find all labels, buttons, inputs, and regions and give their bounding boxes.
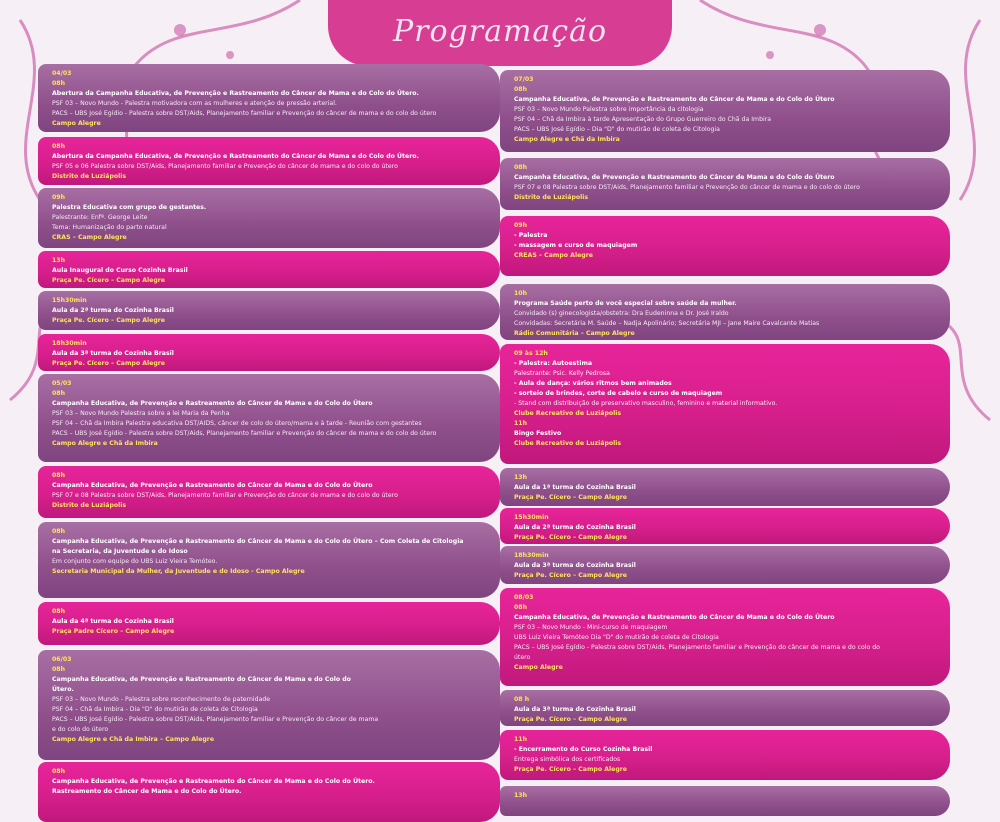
event-location: Rádio Comunitária – Campo Alegre xyxy=(514,330,635,337)
event-detail: UBS Luiz Vieira Temóteo Dia "D" do mutirão de coleta de Citologia xyxy=(514,634,719,641)
event-time: 08h xyxy=(514,86,528,93)
event-heading: Aula da 3ª turma do Cozinha Brasil xyxy=(514,706,636,713)
event-heading: Campanha Educativa, de Prevenção e Rastreamento do Câncer de Mama e do Colo do Útero – Com Coleta de Citologia xyxy=(52,538,464,545)
event-time: 11h xyxy=(514,420,528,427)
event-detail: Palestrante: Psic. Kelly Pedrosa xyxy=(514,370,610,377)
event-detail: PSF 07 e 08 Palestra sobre DST/Aids, Planejamento familiar e Prevenção do câncer de mama e do colo do útero xyxy=(52,492,398,499)
event-heading: Campanha Educativa, de Prevenção e Rastreamento do Câncer de Mama e do Colo do Útero. xyxy=(52,778,375,785)
event-location: Distrito de Luziápolis xyxy=(52,173,127,180)
event-time: 08h xyxy=(514,164,528,171)
event-location: Secretaria Municipal da Mulher, da Juventude e do Idoso - Campo Alegre xyxy=(52,568,305,575)
event-detail: PACS – UBS José Egídio - Palestra sobre DST/Aids, Planejamento familiar e Prevenção do câncer de mama xyxy=(52,716,379,723)
event-detail: PACS – UBS José Egídio - Palestra sobre DST/Aids, Planejamento familiar e Prevenção do câncer de mama e do colo do útero xyxy=(52,110,437,117)
event-heading: Campanha Educativa, de Prevenção e Rastreamento do Câncer de Mama e do Colo do Útero xyxy=(52,400,373,407)
event-time: 15h30min xyxy=(52,297,87,304)
event-card-left-7 xyxy=(38,374,500,462)
event-heading: Rastreamento do Câncer de Mama e do Colo do Útero. xyxy=(52,788,242,795)
event-location: Praça Pe. Cícero – Campo Alegre xyxy=(52,317,166,324)
event-time: 08h xyxy=(52,666,66,673)
event-time: 04/03 xyxy=(52,70,72,77)
event-heading: Palestra Educativa com grupo de gestantes. xyxy=(52,204,207,211)
event-heading: Bingo Festivo xyxy=(514,430,562,437)
event-card-right-8 xyxy=(500,546,950,584)
event-location: Praça Padre Cícero – Campo Alegre xyxy=(52,628,175,635)
event-detail: Em conjunto com equipe do UBS Luiz Vieira Temóteo. xyxy=(52,558,218,565)
event-location: Praça Pe. Cícero – Campo Alegre xyxy=(514,572,628,579)
event-location: Praça Pe. Cícero – Campo Alegre xyxy=(514,494,628,501)
event-heading: Aula da 3ª turma do Cozinha Brasil xyxy=(514,562,636,569)
event-time: 09 às 12h xyxy=(514,350,548,357)
event-detail: PSF 07 e 08 Palestra sobre DST/Aids, Planejamento familiar e Prevenção do câncer de mama e do colo do útero xyxy=(514,184,860,191)
event-card-left-9 xyxy=(38,522,500,598)
event-time: 08/03 xyxy=(514,594,534,601)
event-card-left-8 xyxy=(38,466,500,518)
event-location: Praça Pe. Cícero – Campo Alegre xyxy=(52,360,166,367)
event-heading: - Aula de dança: vários ritmos bem animados xyxy=(514,380,672,387)
event-time: 08h xyxy=(52,143,66,150)
event-heading: na Secretaria, da Juventude e do Idoso xyxy=(52,548,188,555)
event-time: 08h xyxy=(52,608,66,615)
event-card-right-7 xyxy=(500,508,950,544)
event-card-left-10 xyxy=(38,602,500,645)
event-detail: útero xyxy=(514,654,531,661)
event-detail: PSF 03 – Novo Mundo Palestra sobre importância da citologia xyxy=(514,106,704,113)
event-heading: Campanha Educativa, de Prevenção e Rastreamento do Câncer de Mama e do Colo do Útero xyxy=(52,482,373,489)
event-heading: Campanha Educativa, de Prevenção e Rastreamento do Câncer de Mama e do Colo do Útero xyxy=(514,96,835,103)
event-detail: Entrega simbólica dos certificados xyxy=(514,756,621,763)
event-location: Campo Alegre e Chã da Imbira – Campo Alegre xyxy=(52,736,215,743)
event-heading: Útero. xyxy=(52,686,74,693)
event-heading: Aula da 2ª turma do Cozinha Brasil xyxy=(514,524,636,531)
event-time: 08h xyxy=(52,390,66,397)
event-heading: - massagem e curso de maquiagem xyxy=(514,242,638,249)
event-card-right-12 xyxy=(500,786,950,816)
event-card-left-6 xyxy=(38,334,500,371)
event-time: 18h30min xyxy=(514,552,549,559)
event-detail: - Stand com distribuição de preservativo masculino, feminino e material informativo. xyxy=(514,400,778,407)
event-location: Praça Pe. Cícero – Campo Alegre xyxy=(514,766,628,773)
event-location: CREAS – Campo Alegre xyxy=(514,252,593,259)
event-heading: Campanha Educativa, de Prevenção e Rastreamento do Câncer de Mama e do Colo do Útero xyxy=(514,174,835,181)
event-detail: PSF 03 – Novo Mundo Palestra sobre a lei Maria da Penha xyxy=(52,410,230,417)
event-detail: PSF 03 – Novo Mundo - Palestra motivadora com as mulheres e atenção de pressão arterial. xyxy=(52,100,337,107)
event-location: Campo Alegre xyxy=(52,120,101,127)
event-time: 11h xyxy=(514,736,528,743)
event-detail: PSF 05 e 06 Palestra sobre DST/Aids, Planejamento familiar e Prevenção do câncer de mama e do colo do útero xyxy=(52,163,398,170)
event-detail: PACS – UBS José Egídio – Dia "D" do mutirão de coleta de Citologia xyxy=(514,126,720,133)
event-heading: Aula da 4ª turma do Cozinha Brasil xyxy=(52,618,174,625)
event-detail: Tema: Humanização do parto natural xyxy=(52,224,167,231)
event-detail: PACS – UBS José Egídio - Palestra sobre DST/Aids, Planejamento familiar e Prevenção do câncer de mama e do colo do útero xyxy=(52,430,437,437)
event-detail: PSF 03 – Novo Mundo - Mini-curso de maquiagem xyxy=(514,624,668,631)
event-card-left-3 xyxy=(38,188,500,248)
event-card-right-9 xyxy=(500,588,950,686)
event-heading: Aula da 1ª turma do Cozinha Brasil xyxy=(514,484,636,491)
event-card-right-10 xyxy=(500,690,950,726)
event-time: 06/03 xyxy=(52,656,72,663)
event-card-right-2 xyxy=(500,158,950,210)
event-time: 13h xyxy=(514,792,528,799)
event-detail: e do colo do útero xyxy=(52,726,109,733)
event-location: CRAS – Campo Alegre xyxy=(52,234,127,241)
event-time: 08h xyxy=(52,472,66,479)
event-detail: PSF 04 – Chã da Imbira à tarde Apresentação do Grupo Guerreiro do Chã da Imbira xyxy=(514,116,772,123)
event-time: 08h xyxy=(514,604,528,611)
event-time: 09h xyxy=(514,222,528,229)
event-time: 08h xyxy=(52,80,66,87)
event-detail: Convidado (s) ginecologista/obstetra: Dra Eudeninna e Dr. José Iraldo xyxy=(514,310,729,317)
event-heading: Campanha Educativa, de Prevenção e Rastreamento do Câncer de Mama e do Colo do xyxy=(52,676,351,683)
event-card-right-11 xyxy=(500,730,950,780)
event-time: 13h xyxy=(52,257,66,264)
event-time: 08h xyxy=(52,528,66,535)
event-location: Campo Alegre e Chã da Imbira xyxy=(514,136,620,143)
event-card-left-2 xyxy=(38,137,500,185)
event-card-left-4 xyxy=(38,251,500,288)
event-detail: PSF 03 – Novo Mundo - Palestra sobre reconhecimento de paternidade xyxy=(52,696,271,703)
event-time: 10h xyxy=(514,290,528,297)
event-card-right-6 xyxy=(500,468,950,506)
event-heading: Campanha Educativa, de Prevenção e Rastreamento do Câncer de Mama e do Colo do Útero xyxy=(514,614,835,621)
event-time: 08 h xyxy=(514,696,530,703)
event-heading: Programa Saúde perto de você especial sobre saúde da mulher. xyxy=(514,300,737,307)
event-card-left-1 xyxy=(38,64,500,132)
event-location: Clube Recreativo de Luziápolis xyxy=(514,440,622,447)
page-title: Programação xyxy=(392,14,608,49)
event-location: Praça Pe. Cícero – Campo Alegre xyxy=(52,277,166,284)
event-heading: Aula da 3ª turma do Cozinha Brasil xyxy=(52,350,174,357)
event-heading: - Palestra xyxy=(514,232,548,239)
event-time: 09h xyxy=(52,194,66,201)
event-card-left-12 xyxy=(38,762,500,822)
event-location: Distrito de Luziápolis xyxy=(514,194,589,201)
event-location: Distrito de Luziápolis xyxy=(52,502,127,509)
event-detail: Convidadas: Secretária M. Saúde – Nadja Apolinário; Secretária MJI – Jane Maire Cavalcante Matias xyxy=(514,320,820,327)
event-heading: - Palestra: Autoestima xyxy=(514,360,593,367)
event-heading: Aula Inaugural do Curso Cozinha Brasil xyxy=(52,267,188,274)
event-time: 15h30min xyxy=(514,514,549,521)
event-location: Praça Pe. Cícero – Campo Alegre xyxy=(514,716,628,723)
event-card-right-1 xyxy=(500,70,950,152)
event-detail: PSF 04 – Chã da Imbira Palestra educativa DST/AIDS, câncer de colo do útero/mama e à tarde - Reunião com gestantes xyxy=(52,420,422,427)
event-card-right-5 xyxy=(500,344,950,464)
event-heading: Abertura da Campanha Educativa, de Prevenção e Rastreamento do Câncer de Mama e do Colo do Útero. xyxy=(52,90,419,97)
event-time: 05/03 xyxy=(52,380,72,387)
event-time: 08h xyxy=(52,768,66,775)
event-location: Campo Alegre e Chã da Imbira xyxy=(52,440,158,447)
event-detail: Palestrante: Enfª. George Leite xyxy=(52,214,148,221)
event-location: Clube Recreativo de Luziápolis xyxy=(514,410,622,417)
event-card-left-5 xyxy=(38,291,500,330)
event-detail: PACS – UBS José Egídio - Palestra sobre DST/Aids, Planejamento familiar e Prevenção do câncer de mama e do colo do xyxy=(514,644,880,651)
event-time: 07/03 xyxy=(514,76,534,83)
event-heading: Abertura da Campanha Educativa, de Prevenção e Rastreamento do Câncer de Mama e do Colo do Útero. xyxy=(52,153,419,160)
event-time: 18h30min xyxy=(52,340,87,347)
event-location: Campo Alegre xyxy=(514,664,563,671)
event-time: 13h xyxy=(514,474,528,481)
event-location: Praça Pe. Cícero – Campo Alegre xyxy=(514,534,628,541)
event-heading: Aula da 2ª turma do Cozinha Brasil xyxy=(52,307,174,314)
event-heading: - Encerramento do Curso Cozinha Brasil xyxy=(514,746,653,753)
event-heading: - sorteio de brindes, corte de cabelo e curso de maquiagem xyxy=(514,390,723,397)
event-card-right-4 xyxy=(500,284,950,340)
event-card-left-11 xyxy=(38,650,500,760)
event-detail: PSF 04 – Chã da Imbira - Dia "D" do mutirão de coleta de Citologia xyxy=(52,706,258,713)
event-card-right-3 xyxy=(500,216,950,276)
